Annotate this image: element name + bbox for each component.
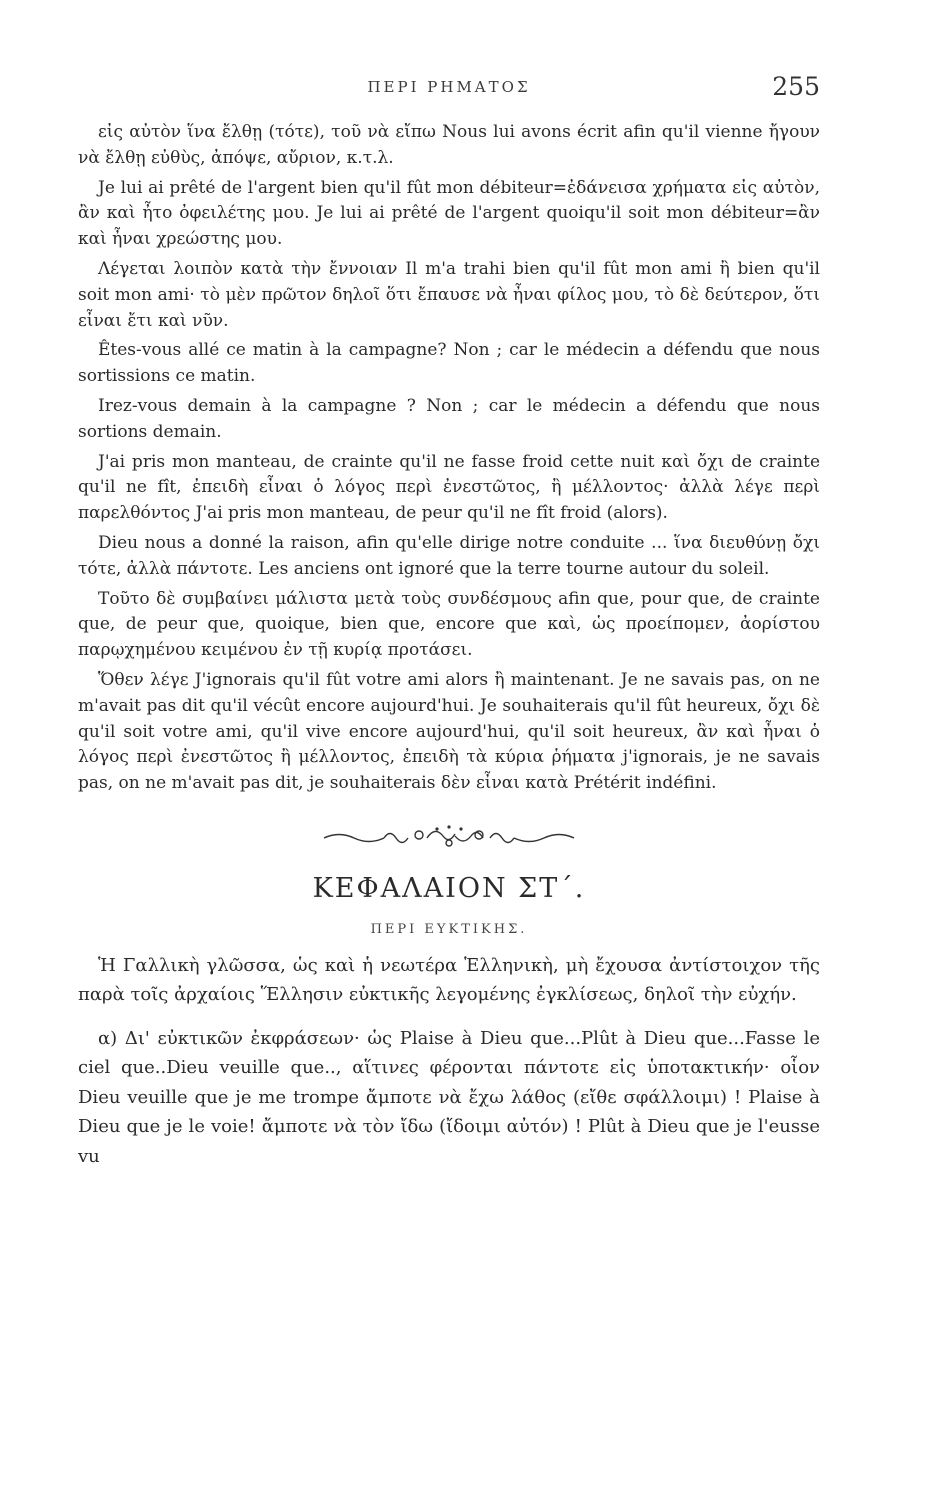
- paragraph: Dieu nous a donné la raison, afin qu'elle dirige notre conduite ... ἵνα διευθύνῃ ὄχι τότε, ἀλλὰ πάντοτε. Les anciens ont ignoré que la terre tourne autour du soleil.: [78, 532, 820, 579]
- paragraph: Irez-vous demain à la campagne ? Non ; car le médecin a défendu que nous sortions demain.: [78, 395, 820, 442]
- paragraph: α) Δι' εὐκτικῶν ἐκφράσεων· ὡς Plaise à Dieu que...Plût à Dieu que...Fasse le ciel que..Dieu veuille que.., αἵτινες φέρονται πάντοτε εἰς ὑποτακτικήν· οἷον Dieu veuille que je me trompe ἄμποτε νὰ ἔχω λάθος (εἴθε σφάλλοιμι) ! Plaise à Dieu que je le voie! ἄμποτε νὰ τὸν ἴδω (ἴδοιμι αὐτόν) ! Plût à Dieu que je l'eusse vu: [78, 1027, 820, 1167]
- book-page: [78, 72, 820, 1185]
- chapter-text: [78, 951, 820, 1172]
- paragraph: Je lui ai prêté de l'argent bien qu'il fût mon débiteur=ἐδάνεισα χρήματα εἰς αὐτὸν, ἂν καὶ ἦτο ὀφειλέτης μου. Je lui ai prêté de l'argent quoiqu'il soit mon débiteur=ἂν καὶ ἦναι χρεώστης μου.: [78, 177, 820, 250]
- paragraph: Ἡ Γαλλικὴ γλῶσσα, ὡς καὶ ἡ νεωτέρα Ἑλληνικὴ, μὴ ἔχουσα ἀντίστοιχον τῆς παρὰ τοῖς ἀρχαίοις Ἕλλησιν εὐκτικῆς λεγομένης ἐγκλίσεως, δηλοῖ τὴν εὐχήν.: [78, 954, 820, 1006]
- running-head: [78, 72, 820, 102]
- chapter-subtitle: ΠΕΡΙ ΕΥΚΤΙΚΗΣ.: [370, 921, 528, 937]
- ornament-divider-icon: [319, 823, 579, 853]
- paragraph: Λέγεται λοιπὸν κατὰ τὴν ἔννοιαν Il m'a trahi bien qu'il fût mon ami ἢ bien qu'il soit mon ami· τὸ μὲν πρῶτον δηλοῖ ὅτι ἔπαυσε νὰ ἦναι φίλος μου, τὸ δὲ δεύτερον, ὅτι εἶναι ἔτι καὶ νῦν.: [78, 258, 820, 331]
- body-text: [78, 120, 820, 797]
- paragraph: Ὅθεν λέγε J'ignorais qu'il fût votre ami alors ἢ maintenant. Je ne savais pas, on ne m'avait pas dit qu'il vécût encore aujourd'hui. Je souhaiterais qu'il fût heureux, ὄχι δὲ qu'il soit votre ami, qu'il vive encore aujourd'hui, qu'il soit heureux, ἂν καὶ ἦναι ὁ λόγος περὶ ἐνεστῶτος ἢ μέλλοντος, ἐπειδὴ τὰ κύρια ῥήματα j'ignorais, je ne savais pas, on ne m'avait pas dit, je souhaiterais δὲν εἶναι κατὰ Prétérit indéfini.: [78, 669, 820, 794]
- paragraph: J'ai pris mon manteau, de crainte qu'il ne fasse froid cette nuit καὶ ὄχι de crainte qu'il ne fît, ἐπειδὴ εἶναι ὁ λόγος περὶ ἐνεστῶτος, ἢ μέλλοντος· ἀλλὰ λέγε περὶ παρελθόντος J'ai pris mon manteau, de peur qu'il ne fît froid (alors).: [78, 451, 820, 524]
- chapter-title: ΚΕΦΑΛΑΙΟΝ ΣΤ΄.: [312, 872, 586, 904]
- paragraph: Êtes-vous allé ce matin à la campagne? Non ; car le médecin a défendu que nous sortissions ce matin.: [78, 340, 820, 387]
- paragraph: εἰς αὐτὸν ἵνα ἔλθῃ (τότε), τοῦ νὰ εἴπω Nous lui avons écrit afin qu'il vienne ἤγουν νὰ ἔλθῃ εὐθὺς, ἀπόψε, αὔριον, κ.τ.λ.: [78, 122, 820, 168]
- paragraph: Τοῦτο δὲ συμβαίνει μάλιστα μετὰ τοὺς συνδέσμους afin que, pour que, de crainte que, de peur que, quoique, bien que, encore que καὶ, ὡς προείπομεν, ἀορίστου παρῳχημένου κειμένου ἐν τῇ κυρίᾳ προτάσει.: [78, 588, 820, 661]
- running-title: ΠΕΡΙ ΡΗΜΑΤΟΣ: [367, 78, 531, 96]
- page-number: 255: [772, 72, 820, 101]
